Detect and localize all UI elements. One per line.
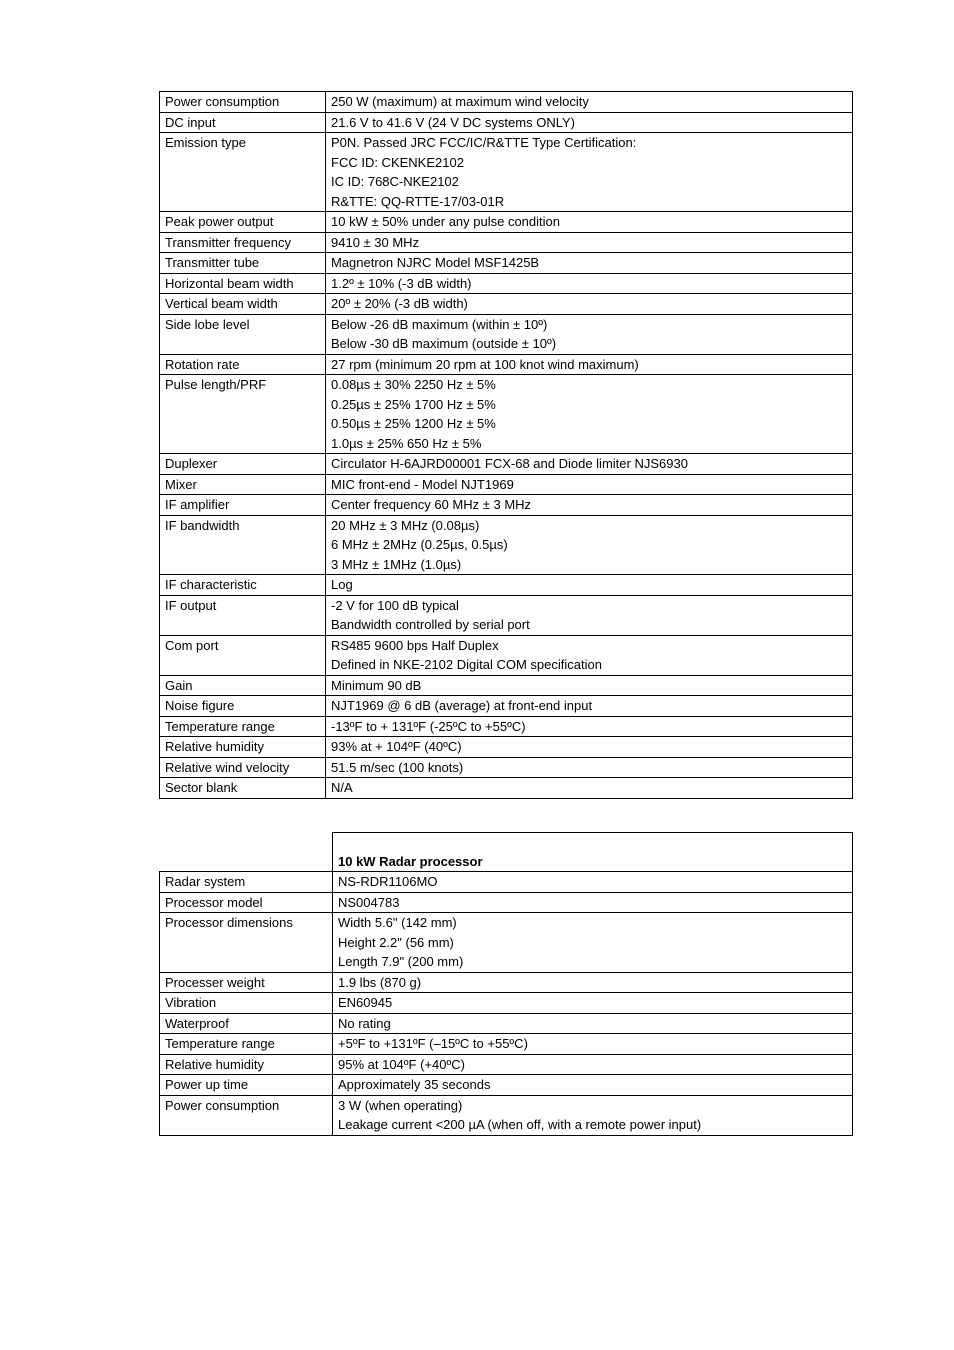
spec-label: Mixer: [160, 474, 326, 495]
spec-value: [326, 495, 853, 516]
spec-value: [326, 515, 853, 575]
spec-value-line: Length 7.9" (200 mm): [338, 954, 464, 969]
spec-label: Temperature range: [160, 1034, 333, 1055]
table-header-row: [160, 833, 853, 872]
spec-label: Vibration: [160, 993, 333, 1014]
spec-value-line: RS485 9600 bps Half Duplex: [331, 637, 499, 653]
spec-value-line: 20º ± 20% (-3 dB width): [331, 296, 468, 311]
spec-value-line: NS-RDR1106MO: [338, 874, 438, 889]
spec-label: IF bandwidth: [160, 515, 326, 575]
spec-value-line: Bandwidth controlled by serial port: [331, 617, 530, 632]
spec-value-line: NJT1969 @ 6 dB (average) at front-end input: [331, 698, 593, 713]
spec-value-line: R&TTE: QQ-RTTE-17/03-01R: [331, 193, 505, 209]
spec-value: [333, 1095, 853, 1135]
table-row: [160, 1013, 853, 1034]
table-row: [160, 675, 853, 696]
spec-label: IF characteristic: [160, 575, 326, 596]
table-row: [160, 314, 853, 354]
spec-value: [333, 993, 853, 1014]
spec-label: Power consumption: [160, 1095, 333, 1135]
spec-value: [333, 1013, 853, 1034]
table-row: [160, 375, 853, 454]
spec-label: Sector blank: [160, 778, 326, 799]
spec-value-line: 0.50µs ± 25% 1200 Hz ± 5%: [331, 416, 496, 431]
header-empty-cell: [160, 833, 333, 872]
spec-label: Emission type: [160, 133, 326, 212]
spec-label: Relative humidity: [160, 1054, 333, 1075]
spec-label: Vertical beam width: [160, 294, 326, 315]
table-row: [160, 253, 853, 274]
spec-value-line: No rating: [338, 1015, 391, 1031]
spec-label: Com port: [160, 635, 326, 675]
spec-value: [326, 112, 853, 133]
specifications-table: [159, 91, 853, 799]
spec-label: IF output: [160, 595, 326, 635]
spec-value: [326, 757, 853, 778]
spec-value-line: -2 V for 100 dB typical: [331, 597, 459, 613]
table-row: [160, 778, 853, 799]
spec-value-line: NS004783: [338, 894, 400, 910]
spec-value: [326, 675, 853, 696]
spec-value: [326, 253, 853, 274]
spec-value-line: -13ºF to + 131ºF (-25ºC to +55ºC): [331, 718, 526, 734]
spec-label: Duplexer: [160, 454, 326, 475]
spec-value-line: 0.25µs ± 25% 1700 Hz ± 5%: [331, 396, 496, 412]
spec-value-line: N/A: [331, 780, 353, 795]
spec-label: Processor dimensions: [160, 913, 333, 973]
spec-label: Relative humidity: [160, 737, 326, 758]
table-row: [160, 495, 853, 516]
spec-value: [326, 314, 853, 354]
spec-value: [326, 454, 853, 475]
table-header-title: 10 kW Radar processor: [333, 833, 853, 872]
table-row: [160, 112, 853, 133]
table-row: [160, 575, 853, 596]
spec-value-line: 0.08µs ± 30% 2250 Hz ± 5%: [331, 377, 496, 392]
table-row: [160, 92, 853, 113]
table-row: [160, 716, 853, 737]
spec-value-line: 10 kW ± 50% under any pulse condition: [331, 214, 560, 229]
table-row: [160, 232, 853, 253]
spec-value: [326, 575, 853, 596]
spec-value: [326, 696, 853, 717]
table-row: [160, 696, 853, 717]
spec-value-line: 9410 ± 30 MHz: [331, 234, 420, 250]
spec-value-line: Height 2.2" (56 mm): [338, 934, 454, 950]
table-row: [160, 757, 853, 778]
spec-value-line: 3 W (when operating): [338, 1097, 463, 1113]
table-row: [160, 737, 853, 758]
spec-value-line: Defined in NKE-2102 Digital COM specification: [331, 657, 602, 672]
spec-value-line: IC ID: 768C-NKE2102: [331, 174, 459, 189]
table-row: [160, 872, 853, 893]
table-row: [160, 595, 853, 635]
spec-value: [326, 354, 853, 375]
spec-value-line: 1.9 lbs (870 g): [338, 974, 422, 990]
table-row: [160, 354, 853, 375]
spec-value-line: Leakage current <200 µA (when off, with a remote power input): [338, 1117, 702, 1132]
spec-value-line: 3 MHz ± 1MHz (1.0µs): [331, 556, 462, 572]
spec-label: DC input: [160, 112, 326, 133]
spec-value: [326, 778, 853, 799]
table-row: [160, 454, 853, 475]
table-row: [160, 913, 853, 973]
spec-label: Gain: [160, 675, 326, 696]
spec-value-line: 51.5 m/sec (100 knots): [331, 759, 464, 775]
spec-value-line: Circulator H-6AJRD00001 FCX-68 and Diode limiter NJS6930: [331, 456, 688, 471]
spec-value-line: P0N. Passed JRC FCC/IC/R&TTE Type Certification:: [331, 135, 637, 150]
spec-value: [326, 92, 853, 113]
spec-value: [326, 133, 853, 212]
table-row: [160, 892, 853, 913]
spec-value-line: 21.6 V to 41.6 V (24 V DC systems ONLY): [331, 114, 575, 130]
table-row: [160, 515, 853, 575]
spec-label: Radar system: [160, 872, 333, 893]
spec-value-line: 95% at 104ºF (+40ºC): [338, 1056, 465, 1072]
table-row: [160, 273, 853, 294]
table-row: [160, 993, 853, 1014]
spec-value: [333, 892, 853, 913]
spec-value: [333, 872, 853, 893]
radar-processor-table: [159, 832, 853, 1136]
spec-value-line: Minimum 90 dB: [331, 677, 422, 693]
spec-value: [326, 635, 853, 675]
spec-value-line: 93% at + 104ºF (40ºC): [331, 739, 462, 754]
spec-value-line: 6 MHz ± 2MHz (0.25µs, 0.5µs): [331, 537, 508, 552]
spec-label: Noise figure: [160, 696, 326, 717]
table-row: [160, 1095, 853, 1135]
spec-label: Peak power output: [160, 212, 326, 233]
spec-value-line: +5ºF to +131ºF (–15ºC to +55ºC): [338, 1036, 528, 1051]
spec-label: Power consumption: [160, 92, 326, 113]
spec-value: [333, 1075, 853, 1096]
spec-label: Relative wind velocity: [160, 757, 326, 778]
spec-value-line: Magnetron NJRC Model MSF1425B: [331, 255, 540, 270]
spec-value: [326, 595, 853, 635]
spec-value-line: 250 W (maximum) at maximum wind velocity: [331, 94, 589, 109]
table-row: [160, 635, 853, 675]
spec-value-line: 1.2º ± 10% (-3 dB width): [331, 275, 472, 291]
spec-label: Processer weight: [160, 972, 333, 993]
spec-value-line: MIC front-end - Model NJT1969: [331, 476, 514, 492]
table-row: [160, 133, 853, 212]
spec-value: [326, 375, 853, 454]
spec-value-line: Below -30 dB maximum (outside ± 10º): [331, 336, 557, 351]
spec-value-line: Below -26 dB maximum (within ± 10º): [331, 316, 548, 332]
spec-value-line: Center frequency 60 MHz ± 3 MHz: [331, 497, 532, 512]
spec-value: [333, 1034, 853, 1055]
spec-value: [333, 1054, 853, 1075]
table-row: [160, 1054, 853, 1075]
spec-label: Pulse length/PRF: [160, 375, 326, 454]
spec-label: Temperature range: [160, 716, 326, 737]
spec-value: [333, 913, 853, 973]
spec-value: [326, 474, 853, 495]
spec-label: Waterproof: [160, 1013, 333, 1034]
spec-value: [326, 294, 853, 315]
table-row: [160, 294, 853, 315]
spec-value: [326, 716, 853, 737]
spec-value-line: 1.0µs ± 25% 650 Hz ± 5%: [331, 435, 482, 451]
table-row: [160, 212, 853, 233]
spec-label: Power up time: [160, 1075, 333, 1096]
table-row: [160, 474, 853, 495]
spec-label: Rotation rate: [160, 354, 326, 375]
table-row: [160, 972, 853, 993]
spec-value-line: 20 MHz ± 3 MHz (0.08µs): [331, 517, 480, 533]
table-row: [160, 1034, 853, 1055]
spec-value-line: Log: [331, 577, 353, 592]
spec-label: Horizontal beam width: [160, 273, 326, 294]
spec-value: [326, 212, 853, 233]
spec-label: Transmitter frequency: [160, 232, 326, 253]
spec-value: [326, 737, 853, 758]
spec-value-line: FCC ID: CKENKE2102: [331, 154, 464, 170]
spec-label: Transmitter tube: [160, 253, 326, 274]
spec-value: [326, 232, 853, 253]
table-row: [160, 1075, 853, 1096]
spec-value: [333, 972, 853, 993]
spec-value: [326, 273, 853, 294]
spec-value-line: EN60945: [338, 995, 393, 1010]
spec-label: Processor model: [160, 892, 333, 913]
spec-value-line: Approximately 35 seconds: [338, 1077, 491, 1092]
spec-label: IF amplifier: [160, 495, 326, 516]
spec-label: Side lobe level: [160, 314, 326, 354]
spec-value-line: Width 5.6" (142 mm): [338, 915, 457, 930]
spec-value-line: 27 rpm (minimum 20 rpm at 100 knot wind maximum): [331, 356, 639, 372]
